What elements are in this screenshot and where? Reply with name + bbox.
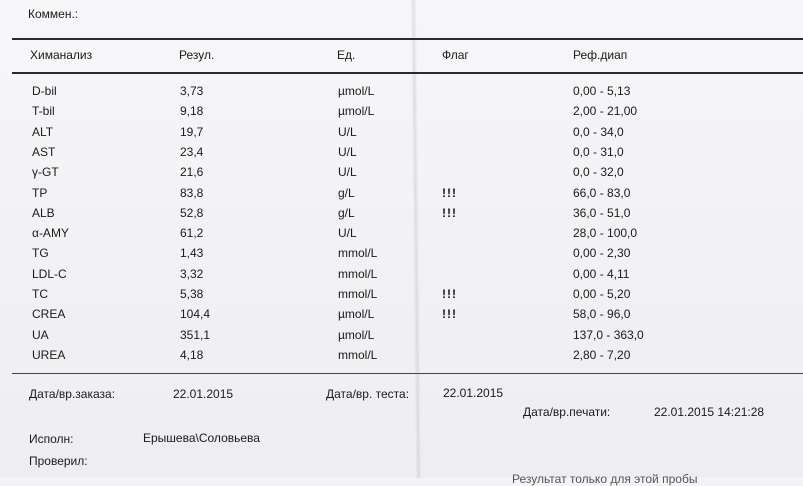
cell-ref: 28,0 - 100,0 (573, 226, 638, 240)
col-header-unit: Ед. (337, 48, 356, 62)
test-date-value: 22.01.2015 (443, 386, 504, 400)
cell-result: 1,43 (180, 246, 204, 260)
test-date-label: Дата/вр. теста: (326, 387, 410, 401)
cell-ref: 0,00 - 2,30 (573, 246, 631, 260)
cell-ref: 66,0 - 83,0 (573, 186, 631, 200)
col-header-ref: Реф.диап (573, 48, 628, 62)
cell-result: 3,73 (180, 84, 204, 98)
cell-unit: µmol/L (338, 84, 375, 98)
print-date-label: Дата/вр.печати: (523, 405, 611, 419)
cell-test: γ-GT (32, 165, 59, 179)
cell-unit: g/L (338, 186, 355, 200)
cell-test: α-AMY (32, 226, 69, 240)
cell-test: TC (32, 287, 48, 301)
cell-ref: 2,00 - 21,00 (573, 104, 638, 118)
col-header-test: Химанализ (30, 48, 93, 62)
cell-test: D-bil (32, 84, 57, 98)
cell-test: ALB (32, 206, 55, 220)
cell-unit: g/L (338, 206, 355, 220)
cell-result: 9,18 (180, 104, 204, 118)
cell-result: 61,2 (180, 226, 204, 240)
cell-unit: U/L (338, 165, 357, 179)
header-bottom-rule (12, 72, 803, 74)
cell-ref: 0,0 - 31,0 (573, 145, 624, 159)
cell-result: 104,4 (180, 307, 211, 321)
cell-result: 5,38 (180, 287, 204, 301)
cell-result: 4,18 (180, 348, 204, 362)
checked-label: Проверил: (29, 454, 88, 468)
cell-result: 21,6 (180, 165, 204, 179)
cell-ref: 58,0 - 96,0 (573, 307, 631, 321)
cell-test: UREA (32, 348, 66, 362)
cell-ref: 0,00 - 5,13 (573, 84, 631, 98)
cell-ref: 0,0 - 32,0 (573, 165, 624, 179)
cell-result: 52,8 (180, 206, 204, 220)
cell-test: T-bil (32, 104, 55, 118)
cell-unit: µmol/L (338, 307, 375, 321)
col-header-result: Резул. (179, 48, 215, 62)
cell-test: TG (32, 246, 49, 260)
cell-flag: !!! (442, 206, 457, 220)
cell-result: 83,8 (180, 186, 204, 200)
comment-label: Коммен.: (28, 7, 79, 21)
print-date-value: 22.01.2015 14:21:28 (654, 405, 765, 419)
cell-ref: 137,0 - 363,0 (573, 328, 644, 342)
cell-result: 351,1 (180, 328, 211, 342)
cell-result: 19,7 (180, 125, 204, 139)
cell-ref: 0,00 - 4,11 (573, 267, 630, 281)
cell-test: AST (32, 145, 56, 159)
cell-unit: µmol/L (338, 328, 375, 342)
cell-unit: U/L (338, 226, 357, 240)
cell-test: UA (32, 328, 49, 342)
order-date-value: 22.01.2015 (173, 387, 234, 401)
cell-unit: mmol/L (338, 246, 378, 260)
cell-unit: µmol/L (338, 104, 375, 118)
cell-test: TP (32, 186, 48, 200)
cell-ref: 2,80 - 7,20 (573, 348, 631, 362)
cell-flag: !!! (442, 186, 457, 200)
cell-result: 23,4 (180, 145, 204, 159)
header-top-rule (12, 38, 803, 40)
cell-unit: U/L (338, 125, 357, 139)
cell-flag: !!! (442, 307, 457, 321)
col-header-flag: Флаг (442, 48, 469, 62)
cell-unit: mmol/L (338, 287, 378, 301)
order-date-label: Дата/вр.заказа: (29, 387, 116, 401)
cell-result: 3,32 (180, 267, 204, 281)
cell-ref: 0,00 - 5,20 (573, 287, 631, 301)
table-bottom-rule (12, 373, 803, 374)
cell-test: CREA (32, 307, 66, 321)
cell-ref: 36,0 - 51,0 (573, 206, 631, 220)
cell-test: ALT (32, 125, 54, 139)
cell-unit: U/L (338, 145, 357, 159)
sample-note: Результат только для этой пробы (512, 472, 698, 486)
performer-value: Ерышева\Соловьева (143, 431, 260, 445)
cell-test: LDL-C (32, 267, 67, 281)
performer-label: Исполн: (29, 432, 74, 446)
cell-unit: mmol/L (338, 267, 378, 281)
cell-ref: 0,0 - 34,0 (573, 125, 624, 139)
cell-unit: mmol/L (338, 348, 378, 362)
cell-flag: !!! (442, 287, 457, 301)
